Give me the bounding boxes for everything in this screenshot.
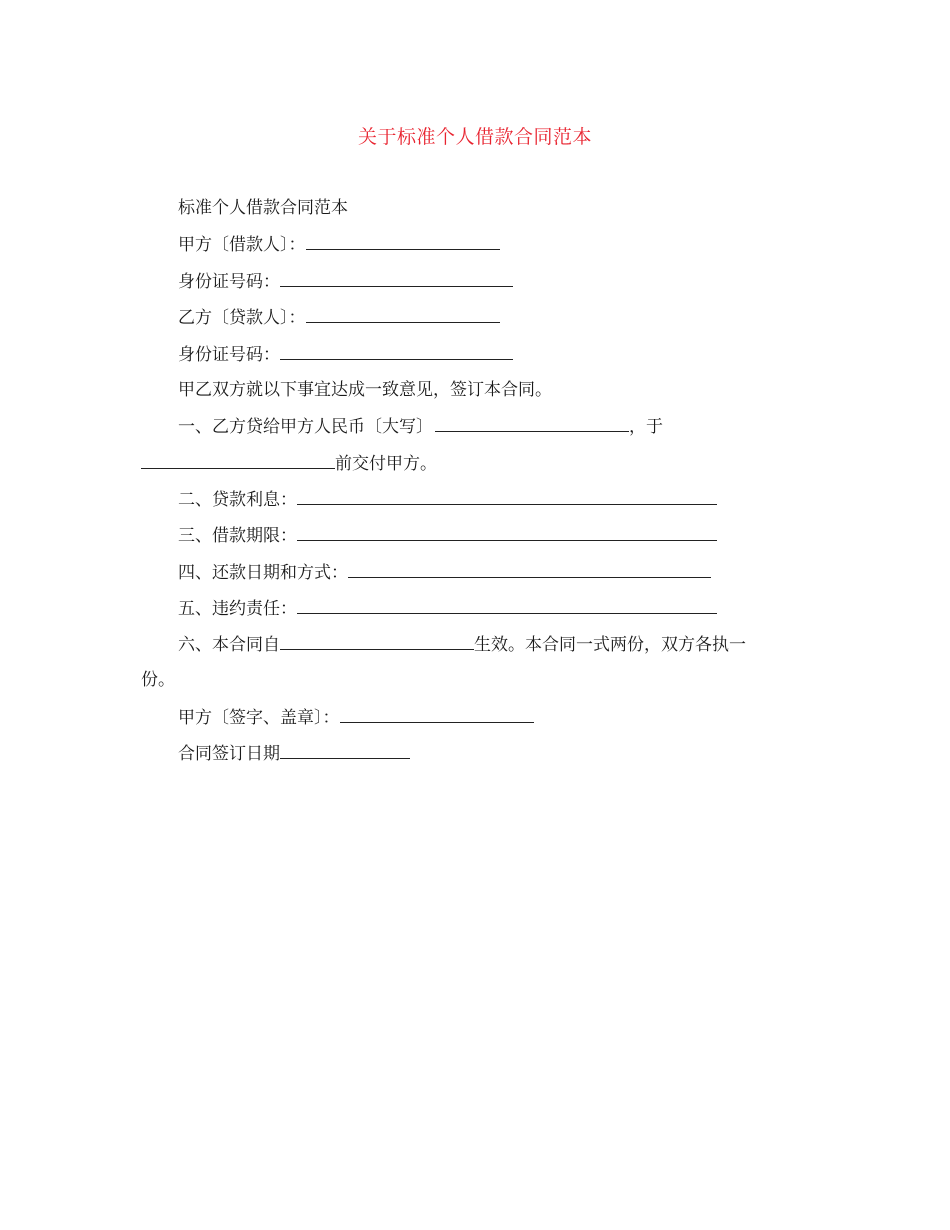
clause-6-continuation — [141, 669, 175, 691]
party-b-label: 乙方〔贷款人〕： — [178, 308, 306, 328]
clause-5-blank[interactable] — [297, 597, 717, 614]
party-a-id-blank[interactable] — [280, 270, 513, 287]
clause-6-tail: 份。 — [141, 670, 175, 690]
party-b-row — [178, 306, 500, 329]
clause-5-label: 五、违约责任： — [178, 599, 297, 619]
clause-1-suffix: 前交付甲方。 — [335, 454, 437, 474]
clause-1-date-blank[interactable] — [141, 452, 335, 469]
clause-6-row — [178, 633, 746, 656]
clause-3-blank[interactable] — [297, 524, 717, 541]
party-a-label: 甲方〔借款人〕： — [178, 235, 306, 255]
clause-1-row — [178, 415, 663, 438]
party-b-id-blank[interactable] — [280, 343, 513, 360]
party-a-row — [178, 233, 500, 256]
party-b-blank[interactable] — [306, 306, 500, 323]
contract-heading — [178, 197, 348, 219]
party-a-blank[interactable] — [306, 233, 500, 250]
signature-label: 甲方〔签字、盖章〕： — [178, 708, 340, 728]
clause-4-blank[interactable] — [348, 561, 711, 578]
clause-6-prefix: 六、本合同自 — [178, 635, 280, 655]
date-blank[interactable] — [280, 742, 410, 759]
clause-2-row — [178, 488, 717, 511]
clause-1-amount-blank[interactable] — [435, 415, 629, 432]
date-row — [178, 742, 410, 765]
clause-2-label: 二、贷款利息： — [178, 490, 297, 510]
clause-6-blank[interactable] — [280, 633, 474, 650]
signature-row — [178, 706, 534, 729]
clause-4-row — [178, 561, 711, 584]
contract-heading-text: 标准个人借款合同范本 — [178, 198, 348, 218]
clause-4-label: 四、还款日期和方式： — [178, 563, 348, 583]
signature-blank[interactable] — [340, 706, 534, 723]
clause-6-suffix: 生效。本合同一式两份，双方各执一 — [474, 635, 746, 655]
clause-1-prefix: 一、乙方贷给甲方人民币〔大写〕 — [178, 417, 433, 437]
document-title: 关于标准个人借款合同范本 — [357, 126, 592, 148]
agreement-statement-text: 甲乙双方就以下事宜达成一致意见，签订本合同。 — [178, 380, 552, 400]
party-b-id-row — [178, 343, 513, 366]
party-b-id-label: 身份证号码： — [178, 345, 280, 365]
clause-5-row — [178, 597, 717, 620]
party-a-id-label: 身份证号码： — [178, 272, 280, 292]
clause-1-continuation — [141, 452, 437, 475]
clause-3-label: 三、借款期限： — [178, 526, 297, 546]
party-a-id-row — [178, 270, 513, 293]
clause-3-row — [178, 524, 717, 547]
date-label: 合同签订日期 — [178, 744, 280, 764]
agreement-statement — [178, 379, 552, 401]
clause-1-mid: ，于 — [629, 417, 663, 437]
clause-2-blank[interactable] — [297, 488, 717, 505]
